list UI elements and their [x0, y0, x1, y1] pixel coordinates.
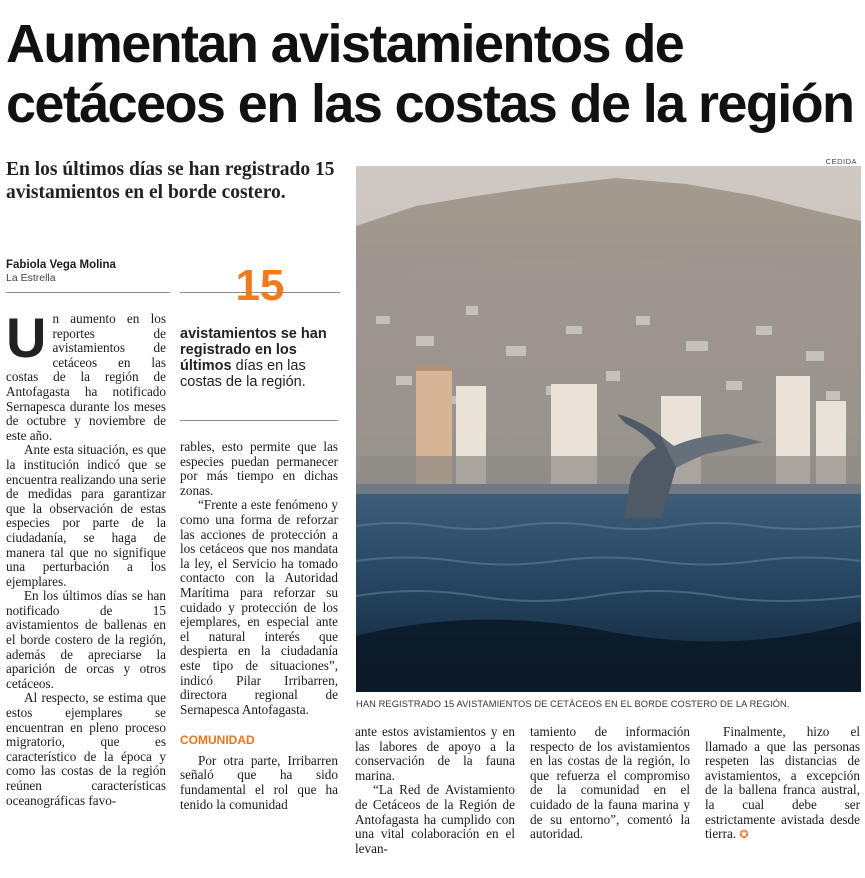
whale-photo [356, 166, 861, 692]
divider [6, 292, 170, 293]
paragraph: ante estos avistamientos y en las labores de apoyo a la conservación de la fauna marina. [355, 725, 515, 783]
headline [6, 14, 861, 134]
headline-line-1: Aumentan avistamientos de [6, 14, 684, 74]
headline-line-2: cetáceos en las costas de la región [6, 74, 854, 134]
pull-quote [180, 262, 340, 390]
article-column-4 [530, 725, 690, 878]
article-column-3 [355, 725, 515, 878]
photo-caption: HAN REGISTRADO 15 AVISTAMIENTOS DE CETÁCEOS EN EL BORDE COSTERO DE LA REGIÓN. [356, 699, 790, 709]
paragraph: En los últimos días se han notificado de 15 avistamientos de ballenas en el borde costero de la región, además de apreciarse la aparición de orcas y otros cetáceos. [6, 588, 166, 691]
paragraph: Por otra parte, Irribarren señaló que ha sido fundamental el rol que ha tenido la comunidad [180, 752, 338, 812]
pull-quote-number: 15 [235, 261, 285, 310]
paragraph [705, 725, 860, 843]
pull-quote-rest: días en las costas de la región. [180, 358, 306, 390]
pull-quote-bold: avistamientos se han registrado en los últimos [180, 326, 327, 374]
paragraph: Al respecto, se estima que estos ejemplares se encuentran en pleno proceso migratorio, que es característico de la época y como las costas de la región reúnen características oceanográficas favo- [6, 690, 166, 808]
paragraph: n aumento en los reportes de avistamientos de cetáceos en las costas de la región de Antofagasta ha notificado Sernapesca durante los meses de octubre y noviembre de este año. [6, 312, 166, 443]
article-column-2 [180, 440, 338, 878]
end-mark-icon: ✪ [739, 828, 749, 842]
paragraph: “Frente a este fenómeno y como una forma de reforzar las acciones de protección a los cetáceos que nos mandata la ley, el Servicio ha tomado contacto con la Autoridad Marítima para reforzar su cuidado y protección de los ejemplares, en especial ante el natural interés que despierta en la ciudadanía este tipo de situaciones”, indicó Pilar Irribarren, directora regional de Sernapesca Antofagasta. [180, 497, 338, 717]
pull-quote-text [180, 326, 340, 390]
article-column-5 [705, 725, 860, 878]
paragraph: Ante esta situación, es que la institución indicó que se encuentra realizando una serie de medidas para garantizar que la observación de estas especies por parte de la ciudadanía, se haga de manera tal que no signifique una perturbación a los ejemplares. [6, 442, 166, 589]
paragraph: rables, esto permite que las especies puedan permanecer por más tiempo en dichas zonas. [180, 440, 338, 498]
drop-cap: U [6, 312, 47, 369]
section-heading: COMUNIDAD [180, 733, 255, 748]
subheadline: En los últimos días se han registrado 15 avistamientos en el borde costero. [6, 159, 335, 203]
author-outlet: La Estrella [6, 272, 56, 284]
author-name: Fabiola Vega Molina [6, 259, 116, 271]
paragraph: tamiento de información respecto de los avistamientos en las costas de la región, lo que refuerza el compromiso de la comunidad en el cuidado de la fauna marina y de su entorno”, comentó la autoridad. [530, 725, 690, 842]
paragraph-text: Finalmente, hizo el llamado a que las personas respeten las distancias de avistamientos, a excepción de la ballena franca austral, la cual debe ser estrictamente avistada desde tierra. [705, 725, 860, 842]
paragraph: “La Red de Avistamiento de Cetáceos de la Región de Antofagasta ha cumplido con una vital colaboración en el levan- [355, 782, 515, 856]
photo-credit: CEDIDA [825, 157, 857, 166]
article-column-1 [6, 312, 166, 878]
divider [180, 420, 338, 421]
whale-tail-illustration [356, 166, 861, 692]
